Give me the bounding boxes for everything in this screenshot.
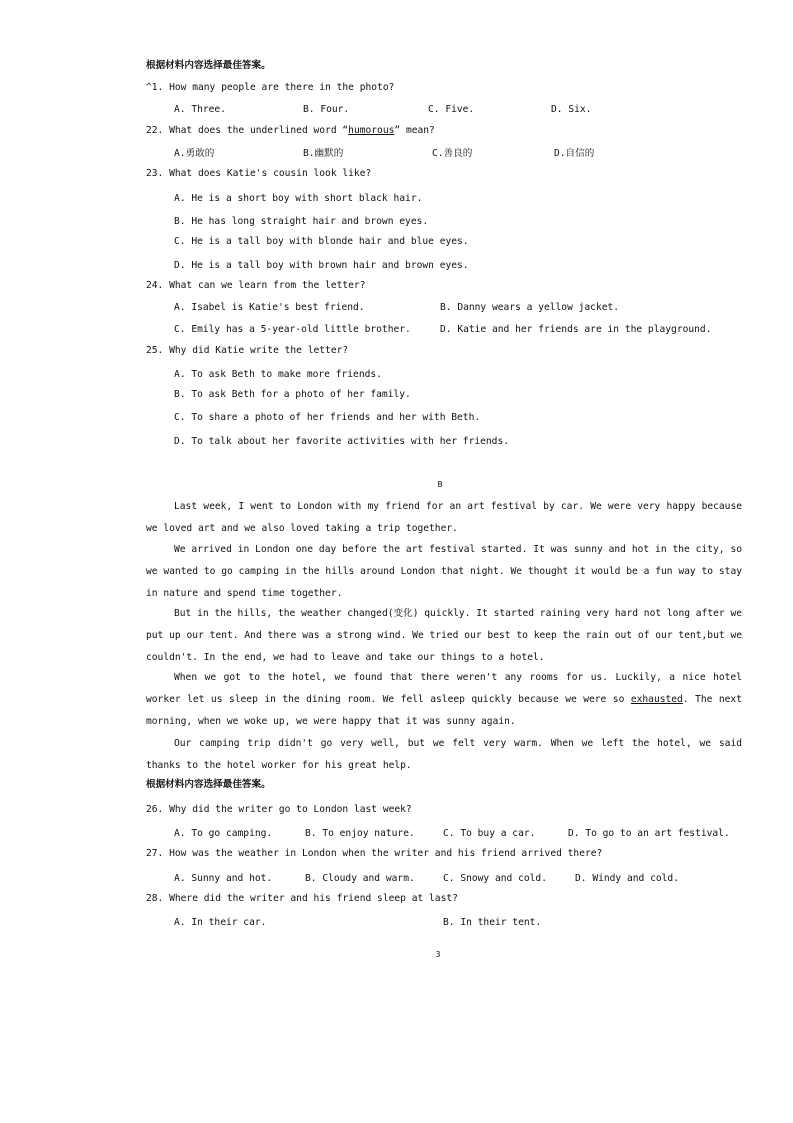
question-28-stem: 28. Where did the writer and his friend sleep at last? [146, 893, 458, 904]
passage-paragraph-3 [146, 603, 742, 668]
question-26-stem: 26. Why did the writer go to London last week? [146, 804, 412, 815]
q22-stem-after: ” mean? [394, 125, 435, 136]
q26-option-c[interactable]: C. To buy a car. [443, 828, 536, 839]
q23-option-d[interactable]: D. He is a tall boy with brown hair and brown eyes. [174, 260, 469, 271]
q26-option-a[interactable]: A. To go camping. [174, 828, 273, 839]
passage-paragraph-1 [146, 496, 742, 540]
q25-option-a[interactable]: A. To ask Beth to make more friends. [174, 369, 382, 380]
instruction-b: 根据材料内容选择最佳答案。 [146, 779, 271, 790]
p3-text: But in the hills, the weather changed(变化) quickly. It started raining very hard not long after we put up our tent. And there was a strong wind. We tried our best to keep the rain out of our tent,but we couldn't. In the end, we had to leave and take our things to a hotel. [146, 608, 742, 663]
question-22-stem [146, 125, 435, 137]
q28-option-b[interactable]: B. In their tent. [443, 917, 542, 928]
question-27-stem: 27. How was the weather in London when the writer and his friend arrived there? [146, 848, 603, 859]
question-24-stem: 24. What can we learn from the letter? [146, 280, 366, 291]
passage-paragraph-2 [146, 539, 742, 604]
q23-option-c[interactable]: C. He is a tall boy with blonde hair and blue eyes. [174, 236, 469, 247]
p4-underlined-word: exhausted [630, 693, 683, 705]
q27-option-b[interactable]: B. Cloudy and warm. [305, 873, 415, 884]
question-25-stem: 25. Why did Katie write the letter? [146, 345, 349, 356]
q21-option-b[interactable]: B. Four. [303, 104, 350, 115]
q26-option-b[interactable]: B. To enjoy nature. [305, 828, 415, 839]
q23-option-a[interactable]: A. He is a short boy with short black hair. [174, 193, 423, 204]
q22-option-d[interactable]: D.自信的 [554, 148, 595, 159]
q27-option-c[interactable]: C. Snowy and cold. [443, 873, 547, 884]
p2-text: We arrived in London one day before the art festival started. It was sunny and hot in the city, so we wanted to go camping in the hills around London that night. We thought it would be a fun way to stay in nature and spend time together. [146, 544, 742, 599]
passage-paragraph-4 [146, 667, 742, 732]
q25-option-d[interactable]: D. To talk about her favorite activities with her friends. [174, 436, 510, 447]
q23-option-b[interactable]: B. He has long straight hair and brown eyes. [174, 216, 429, 227]
q27-option-d[interactable]: D. Windy and cold. [575, 873, 679, 884]
passage-paragraph-5 [146, 733, 742, 777]
q25-option-c[interactable]: C. To share a photo of her friends and her with Beth. [174, 412, 481, 423]
q27-option-a[interactable]: A. Sunny and hot. [174, 873, 273, 884]
q24-option-a[interactable]: A. Isabel is Katie's best friend. [174, 302, 365, 313]
q24-option-c[interactable]: C. Emily has a 5-year-old little brother. [174, 324, 411, 335]
section-b-label: B [437, 480, 443, 489]
q26-option-d[interactable]: D. To go to an art festival. [568, 828, 730, 839]
page-number: 3 [435, 950, 441, 959]
p4-before: When we got to the hotel, we found that there weren't any rooms for us. Luckily, a nice hotel worker let us sleep in the dining room. We fell asleep quickly because we were so [146, 672, 742, 705]
p5-text: Our camping trip didn't go very well, but we felt very warm. When we left the hotel, we said thanks to the hotel worker for his great help. [146, 738, 742, 771]
q22-option-b[interactable]: B.幽默的 [303, 148, 344, 159]
question-21-stem: ^1. How many people are there in the photo? [146, 82, 395, 93]
q24-option-d[interactable]: D. Katie and her friends are in the playground. [440, 324, 712, 335]
q25-option-b[interactable]: B. To ask Beth for a photo of her family. [174, 389, 411, 400]
q24-option-b[interactable]: B. Danny wears a yellow jacket. [440, 302, 620, 313]
p1-text: Last week, I went to London with my friend for an art festival by car. We were very happy because we loved art and we also loved taking a trip together. [146, 501, 742, 534]
q28-option-a[interactable]: A. In their car. [174, 917, 267, 928]
q22-option-a[interactable]: A.勇敢的 [174, 148, 215, 159]
q21-option-c[interactable]: C. Five. [428, 104, 475, 115]
q21-option-a[interactable]: A. Three. [174, 104, 226, 115]
q22-stem-before: 22. What does the underlined word “ [146, 125, 349, 136]
instruction-a: 根据材料内容选择最佳答案。 [146, 60, 271, 71]
q22-underlined-word: humorous [348, 125, 395, 136]
question-23-stem: 23. What does Katie's cousin look like? [146, 168, 372, 179]
q22-option-c[interactable]: C.善良的 [432, 148, 473, 159]
q21-option-d[interactable]: D. Six. [551, 104, 592, 115]
p4-after: . The next morning, when we woke up, we were happy that it was sunny again. [146, 693, 742, 727]
